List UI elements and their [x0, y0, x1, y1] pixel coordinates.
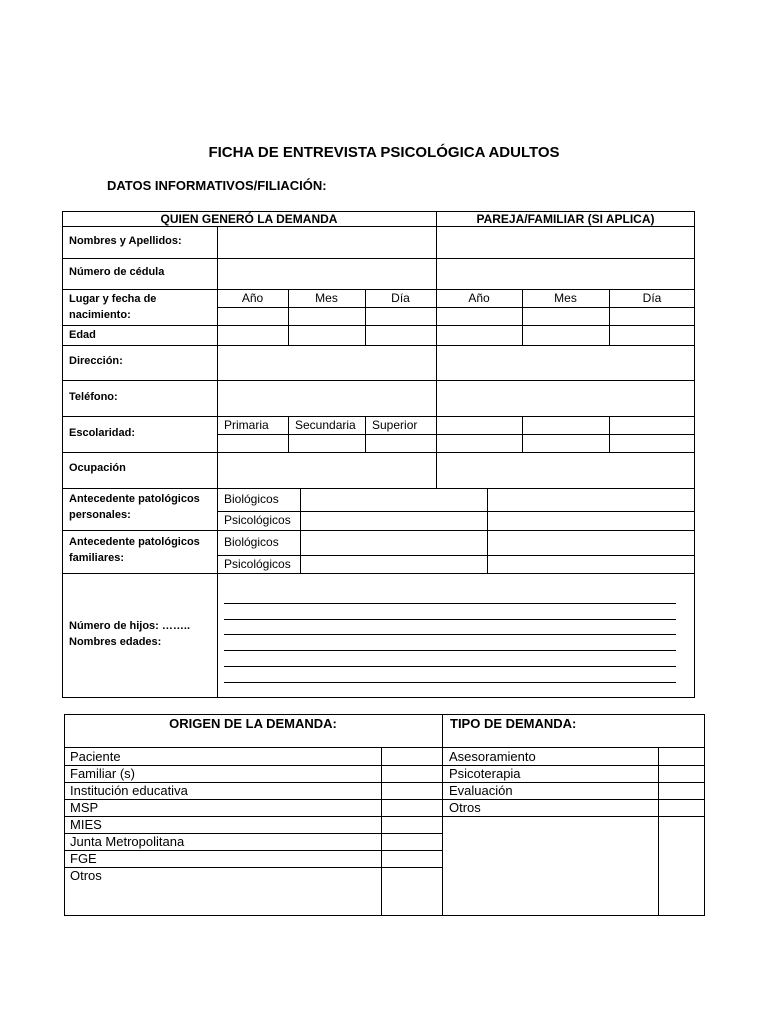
row-line: [62, 452, 695, 453]
label-numero-hijos: Número de hijos: ……..: [69, 620, 191, 632]
col-line: [442, 714, 443, 916]
col-line: [300, 488, 301, 573]
origen-item: Junta Metropolitana: [70, 834, 185, 849]
tipo-item: Evaluación: [449, 783, 513, 798]
origen-item: FGE: [70, 851, 97, 866]
row-line: [442, 816, 705, 817]
header-pareja-familiar: PAREJA/FAMILIAR (SI APLICA): [476, 212, 655, 226]
row-line: [62, 345, 695, 346]
label-antecedente-personales: Antecedente patológicos personales:: [69, 493, 200, 521]
children-fill-line[interactable]: [224, 666, 676, 667]
col-line: [365, 416, 366, 452]
row-line: [62, 530, 695, 531]
label-cedula: Número de cédula: [69, 266, 165, 278]
children-fill-line[interactable]: [224, 619, 676, 620]
row-line: [62, 258, 695, 259]
label-antecedente-familiares: Antecedente patológicos familiares:: [69, 536, 200, 564]
row-line: [62, 325, 695, 326]
label-escolaridad: Escolaridad:: [69, 427, 136, 439]
children-fill-line[interactable]: [224, 682, 676, 683]
row-line: [62, 380, 695, 381]
school-secundaria: Secundaria: [295, 418, 356, 432]
children-fill-line[interactable]: [224, 650, 676, 651]
tipo-item: Otros: [449, 800, 481, 815]
school-superior: Superior: [372, 418, 418, 432]
row-line: [62, 488, 695, 489]
label-nombres: Nombres y Apellidos:: [69, 235, 182, 247]
section-subtitle: DATOS INFORMATIVOS/FILIACIÓN:: [107, 178, 327, 193]
origen-item: Institución educativa: [70, 783, 188, 798]
date-mes-label-pareja: Mes: [554, 291, 577, 305]
origen-item: Otros: [70, 868, 102, 883]
col-line: [487, 488, 488, 573]
school-primaria: Primaria: [224, 418, 269, 432]
children-fill-line[interactable]: [224, 603, 676, 604]
row-line: [64, 816, 442, 817]
label-ocupacion: Ocupación: [69, 462, 126, 474]
label-telefono: Teléfono:: [69, 391, 118, 403]
date-ano-label: Año: [241, 291, 264, 305]
date-dia-label-pareja: Día: [642, 291, 662, 305]
row-line: [64, 799, 442, 800]
inner-line: [217, 555, 695, 556]
date-dia-label: Día: [391, 291, 410, 305]
col-line: [609, 416, 610, 452]
col-line: [522, 416, 523, 452]
col-line: [288, 416, 289, 452]
tipo-item: Psicoterapia: [449, 766, 521, 781]
row-line: [442, 799, 705, 800]
ant-familiares-psicologicos: Psicológicos: [224, 557, 291, 571]
row-line: [62, 573, 695, 574]
row-line: [62, 289, 695, 290]
col-line: [658, 747, 659, 916]
header-tipo-demanda: TIPO DE DEMANDA:: [450, 716, 577, 731]
ant-familiares-biologicos: Biológicos: [224, 535, 279, 549]
tipo-item: Asesoramiento: [449, 749, 536, 764]
date-ano-label-pareja: Año: [468, 291, 490, 305]
date-mes-label: Mes: [315, 291, 338, 305]
ant-personales-psicologicos: Psicológicos: [224, 513, 291, 527]
row-line: [64, 867, 442, 868]
label-lugar-fecha: Lugar y fecha de nacimiento:: [69, 293, 157, 321]
origen-item: Paciente: [70, 749, 121, 764]
origen-item: Familiar (s): [70, 766, 135, 781]
form-title: FICHA DE ENTREVISTA PSICOLÓGICA ADULTOS: [208, 144, 560, 161]
demand-table-border: [64, 714, 705, 916]
header-quien-genero: QUIEN GENERÓ LA DEMANDA: [160, 212, 338, 226]
row-line: [64, 747, 705, 748]
ant-personales-biologicos: Biológicos: [224, 492, 279, 506]
col-line: [381, 747, 382, 916]
label-edad: Edad: [69, 329, 96, 341]
header-origen-demanda: ORIGEN DE LA DEMANDA:: [169, 716, 337, 731]
col-line: [436, 211, 437, 488]
row-line: [62, 416, 695, 417]
row-line: [64, 850, 442, 851]
origen-item: MSP: [70, 800, 99, 815]
row-line: [62, 226, 695, 227]
inner-line: [217, 511, 695, 512]
origen-item: MIES: [70, 817, 102, 832]
children-fill-line[interactable]: [224, 634, 676, 635]
label-direccion: Dirección:: [69, 355, 123, 367]
label-nombres-edades: Nombres edades:: [69, 636, 162, 648]
